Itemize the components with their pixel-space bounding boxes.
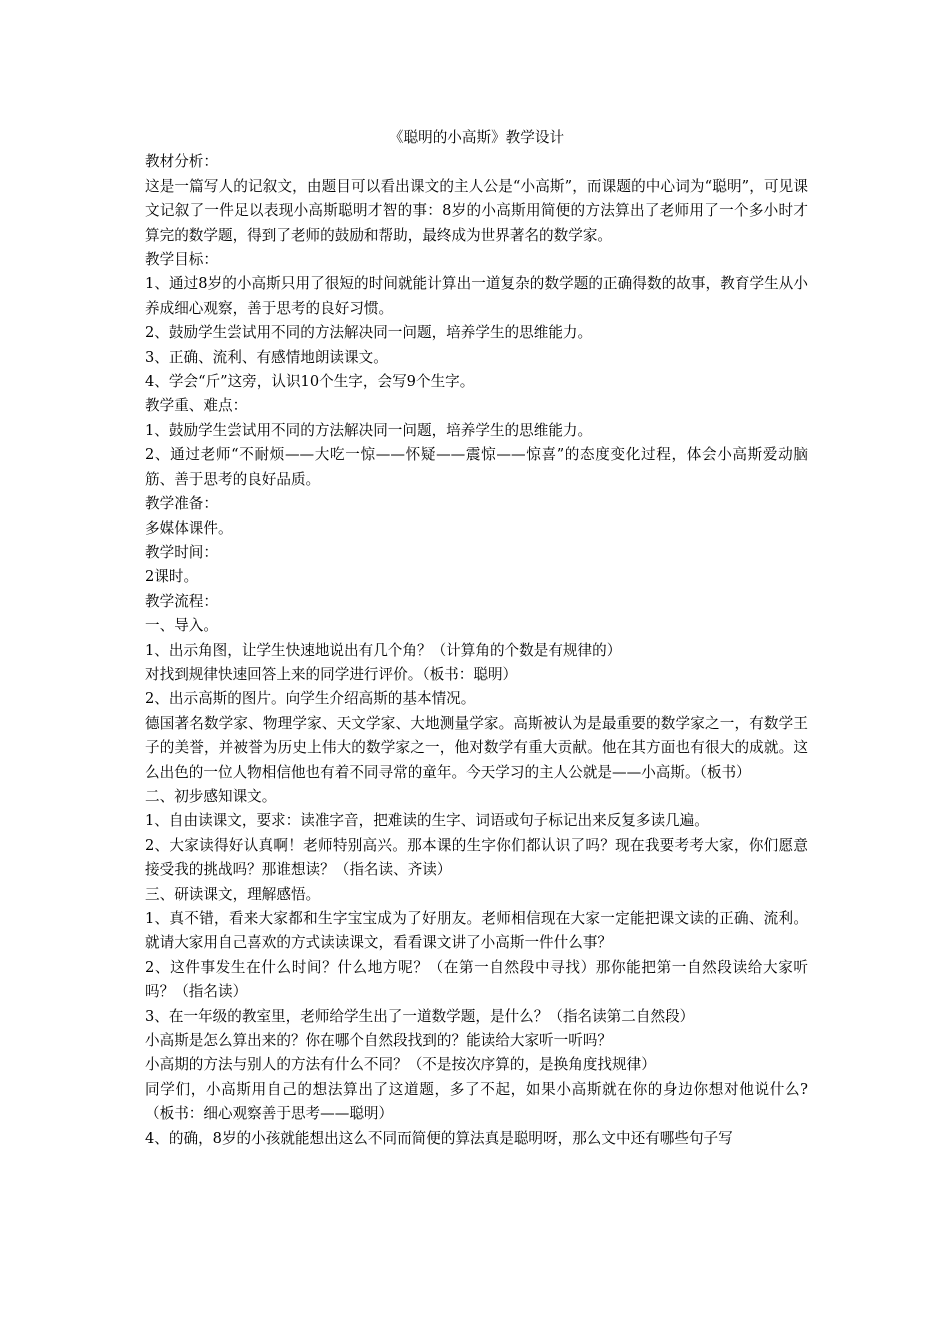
paragraph: 多媒体课件。: [145, 519, 233, 537]
paragraph: 1、鼓励学生尝试用不同的方法解决同一问题，培养学生的思维能力。: [145, 421, 593, 439]
paragraph: 同学们，小高斯用自己的想法算出了这道题，多了不起，如果小高斯就在你的身边你想对他说什么?（板书：细心观察善于思考——聪明）: [145, 1080, 808, 1123]
paragraph: 一、导入。: [145, 617, 218, 635]
paragraph: 对找到规律快速回答上来的同学进行评价。（板书：聪明）: [145, 665, 518, 683]
paragraph: 德国著名数学家、物理学家、天文学家、大地测量学家。高斯被认为是最重要的数学家之一，有数学王子的美誉，并被誉为历史上伟大的数学家之一，他对数学有重大贡献。他在其方面也有很大的成就。这么出色的一位人物相信他也有着不同寻常的童年。今天学习的主人公就是——小高斯。（板书）: [145, 714, 808, 781]
section-heading-key-points: 教学重、难点：: [145, 397, 248, 415]
paragraph: 2课时。: [145, 568, 199, 586]
paragraph: 二、初步感知课文。: [145, 787, 277, 805]
paragraph: 2、鼓励学生尝试用不同的方法解决同一问题，培养学生的思维能力。: [145, 324, 593, 342]
paragraph: 1、真不错，看来大家都和生字宝宝成为了好朋友。老师相信现在大家一定能把课文读的正确、流利。就请大家用自己喜欢的方式读读课文，看看课文讲了小高斯一件什么事？: [145, 910, 808, 952]
paragraph: 三、研读课文，理解感悟。: [145, 885, 321, 903]
paragraph: 小高斯是怎么算出来的？你在哪个自然段找到的？能读给大家听一听吗？: [145, 1032, 613, 1050]
paragraph: 1、通过8岁的小高斯只用了很短的时间就能计算出一道复杂的数学题的正确得数的故事，教育学生从小养成细心观察，善于思考的良好习惯。: [145, 275, 808, 317]
section-heading-material-analysis: 教材分析：: [145, 153, 218, 171]
paragraph: 4、学会“斤”这旁，认识10个生字，会写9个生字。: [145, 373, 475, 391]
paragraph: 2、通过老师“不耐烦——大吃一惊——怀疑——震惊——惊喜”的态度变化过程，体会小高斯爱动脑筋、善于思考的良好品质。: [145, 446, 808, 488]
paragraph: 1、自由读课文，要求：读准字音，把难读的生字、词语或句子标记出来反复多读几遍。: [145, 812, 709, 830]
section-heading-teaching-time: 教学时间：: [145, 543, 218, 561]
document-title: 《聪明的小高斯》教学设计: [388, 129, 565, 146]
paragraph: 3、在一年级的教室里，老师给学生出了一道数学题，是什么？（指名读第二自然段）: [145, 1007, 695, 1025]
paragraph: 2、这件事发生在什么时间？什么地方呢？（在第一自然段中寻找）那你能把第一自然段读给大家听吗？（指名读）: [145, 958, 808, 1001]
paragraph: 小高期的方法与别人的方法有什么不同？（不是按次序算的，是换角度找规律）: [145, 1056, 656, 1074]
section-heading-teaching-process: 教学流程：: [145, 592, 218, 610]
paragraph: 1、出示角图，让学生快速地说出有几个角？（计算角的个数是有规律的）: [145, 641, 622, 659]
paragraph: 4、的确，8岁的小孩就能想出这么不同而简便的算法真是聪明呀，那么文中还有哪些句子写: [145, 1129, 733, 1147]
document-body: [145, 126, 808, 1151]
paragraph: 这是一篇写人的记叙文，由题目可以看出课文的主人公是“小高斯”，而课题的中心词为“聪明”，可见课文记叙了一件足以表现小高斯聪明才智的事：8岁的小高斯用简便的方法算出了老师用了一个多小时才算完的数学题，得到了老师的鼓励和帮助，最终成为世界著名的数学家。: [145, 177, 808, 244]
section-heading-preparation: 教学准备：: [145, 495, 218, 513]
paragraph: 2、出示高斯的图片。向学生介绍高斯的基本情况。: [145, 690, 476, 708]
section-heading-teaching-goals: 教学目标：: [145, 251, 218, 269]
paragraph: 2、大家读得好认真啊！老师特别高兴。那本课的生字你们都认识了吗？现在我要考考大家，你们愿意接受我的挑战吗？那谁想读？（指名读、齐读）: [145, 836, 808, 879]
paragraph: 3、正确、流利、有感情地朗读课文。: [145, 348, 388, 366]
